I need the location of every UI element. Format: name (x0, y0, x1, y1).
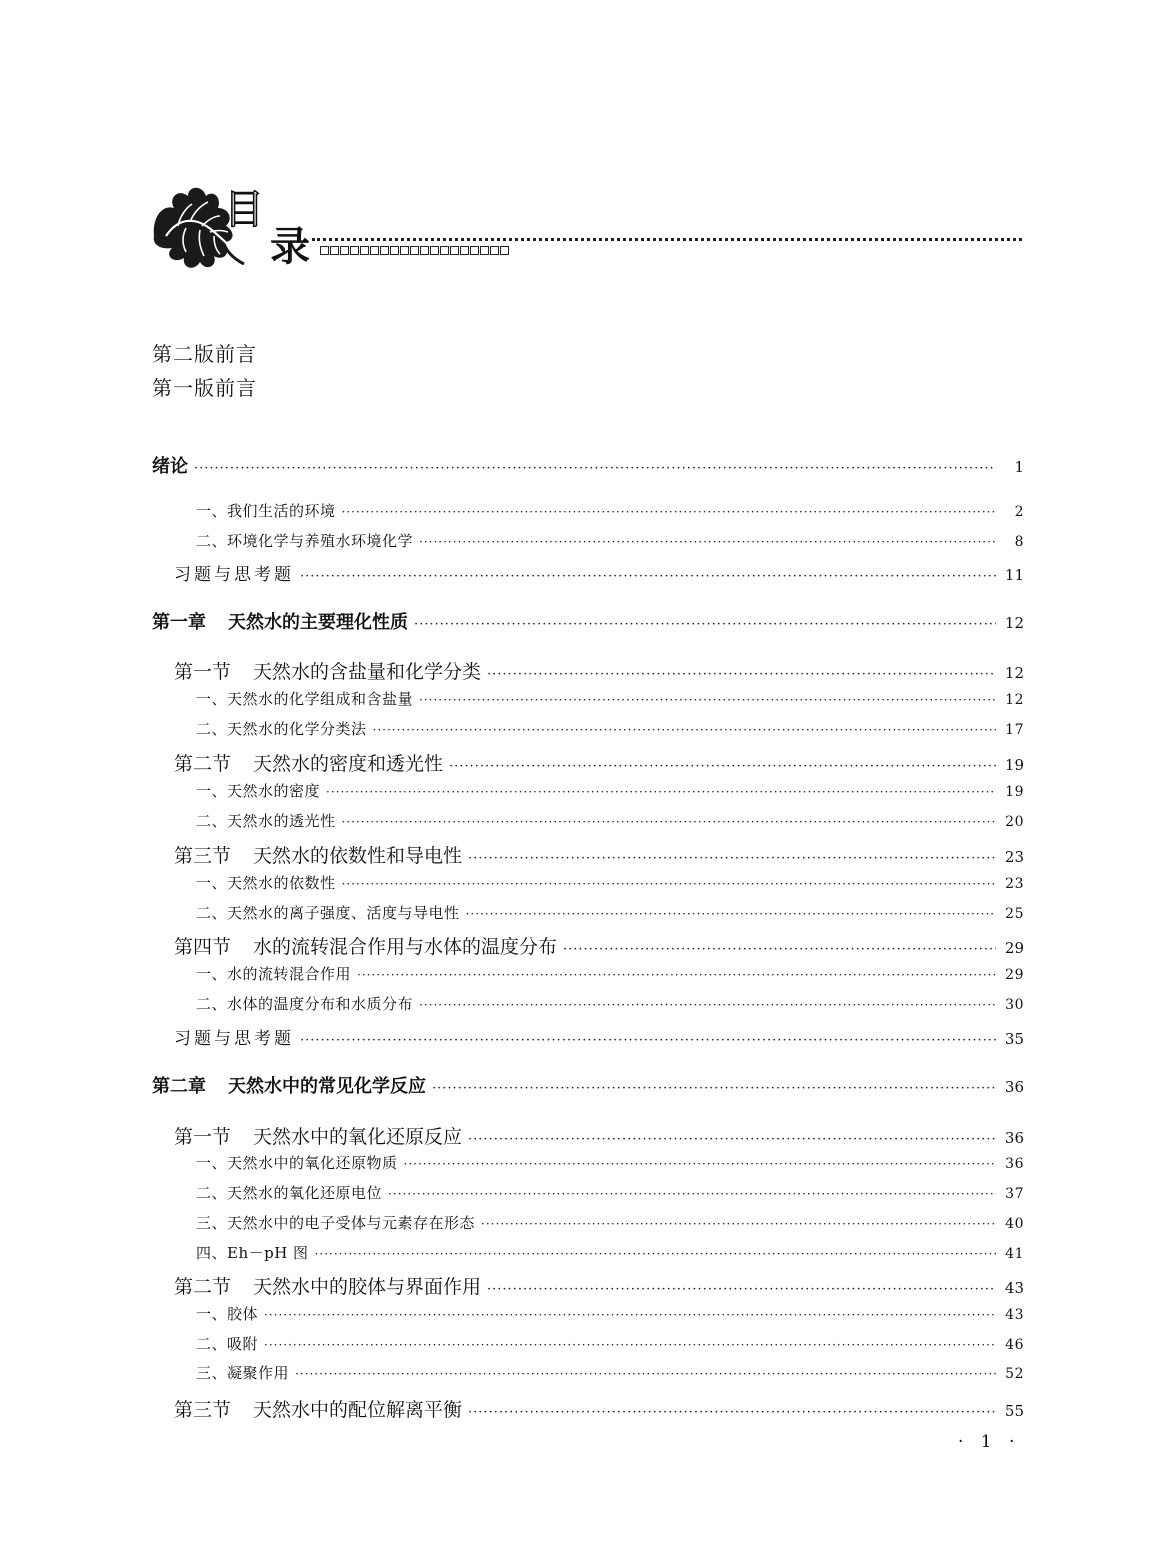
dot-leader (388, 1187, 996, 1201)
square-ornament (470, 246, 479, 255)
toc-entry-title (196, 993, 413, 1014)
toc-entry-title (174, 560, 294, 585)
toc-entry-page: 36 (1005, 1156, 1024, 1172)
toc-entry-label: 二、天然水的氧化还原电位 (196, 1184, 383, 1202)
dot-leader (300, 569, 996, 584)
toc-entry-label: 二、天然水的透光性 (196, 812, 336, 830)
toc-entry-title (196, 688, 413, 709)
toc-entry-page: 43 (1004, 1279, 1024, 1297)
front-matter-second-edition-preface[interactable]: 第二版前言 (152, 342, 257, 366)
toc-entry-page: 19 (1005, 784, 1024, 800)
square-ornament (340, 246, 349, 255)
toc-entry-title (152, 452, 188, 478)
toc-entry-number: 第一节 (174, 661, 232, 683)
toc-entry-page: 25 (1005, 906, 1024, 922)
dot-leader (419, 693, 996, 707)
toc-entry-number: 第一节 (174, 1126, 232, 1148)
toc-entry-number: 第四节 (174, 936, 232, 958)
toc-entry-page: 12 (1004, 614, 1024, 632)
square-ornament (420, 246, 429, 255)
dot-leader (404, 1157, 996, 1171)
toc-entry-label: 习题与思考题 (174, 565, 294, 585)
toc-entry-exercise[interactable] (174, 560, 1024, 585)
toc-entry-chapter[interactable] (152, 608, 1024, 634)
toc-entry-page: 29 (1004, 939, 1024, 957)
dot-leader (342, 877, 996, 891)
dot-leader (466, 907, 996, 921)
toc-entry-label: 四、Eh－pH 图 (196, 1244, 309, 1262)
dot-leader (487, 1282, 996, 1297)
square-ornament (330, 246, 339, 255)
dot-leader (468, 1405, 996, 1420)
square-ornament (390, 246, 399, 255)
square-ornament (480, 246, 489, 255)
toc-entry-label: 一、天然水的密度 (196, 782, 321, 800)
toc-entry-label: 绪论 (152, 456, 188, 477)
toc-entry-page: 8 (1014, 534, 1024, 550)
dot-leader (300, 1033, 996, 1048)
dot-leader (432, 1081, 996, 1096)
dot-leader (326, 785, 996, 799)
toc-entry-title (196, 718, 367, 739)
square-ornament (450, 246, 459, 255)
toc-entry-chapter[interactable] (152, 452, 1024, 478)
toc-entry-label: 天然水的含盐量和化学分类 (253, 661, 482, 683)
toc-entry-label: 二、天然水的离子强度、活度与导电性 (196, 904, 460, 922)
toc-entry-title (196, 1212, 475, 1233)
square-ornament (440, 246, 449, 255)
toc-entry-label: 天然水中的配位解离平衡 (253, 1399, 463, 1421)
toc-entry-item[interactable] (196, 1303, 1024, 1324)
toc-entry-number: 第二节 (174, 753, 232, 775)
square-ornament (410, 246, 419, 255)
toc-entry-label: 三、凝聚作用 (196, 1364, 290, 1382)
toc-entry-title (174, 1024, 294, 1049)
toc-entry-exercise[interactable] (174, 1024, 1024, 1049)
toc-entry-page: 52 (1005, 1366, 1024, 1382)
toc-entry-title (174, 932, 557, 959)
toc-entry-page: 46 (1005, 1337, 1024, 1353)
toc-entry-title (196, 530, 413, 551)
square-ornament (430, 246, 439, 255)
dot-leader (295, 1367, 996, 1381)
toc-entry-item[interactable] (196, 872, 1024, 893)
toc-entry-title (196, 500, 336, 521)
toc-entry-section[interactable] (174, 657, 1024, 684)
dot-leader (194, 461, 996, 476)
square-ornament (320, 246, 329, 255)
toc-entry-number: 第一章 (152, 612, 206, 633)
toc-entry-label: 二、水体的温度分布和水质分布 (196, 995, 414, 1013)
square-ornament (400, 246, 409, 255)
toc-entry-item[interactable] (196, 902, 1024, 923)
dot-leader (357, 968, 996, 982)
square-ornament (500, 246, 509, 255)
toc-entry-page: 29 (1005, 967, 1024, 983)
toc-entry-page: 17 (1005, 722, 1024, 738)
toc-entry-title (174, 657, 481, 684)
toc-entry-label: 一、胶体 (196, 1305, 259, 1323)
toc-entry-title (174, 1395, 462, 1422)
toc-entry-item[interactable] (196, 1362, 1024, 1383)
toc-entry-page: 1 (1014, 458, 1024, 476)
front-matter-first-edition-preface[interactable]: 第一版前言 (152, 376, 257, 400)
header-square-ornaments (320, 246, 509, 255)
dot-leader (373, 723, 996, 737)
dot-leader (419, 998, 996, 1012)
dot-leader (419, 535, 996, 549)
toc-entry-item[interactable] (196, 780, 1024, 801)
toc-entry-page: 23 (1004, 848, 1024, 866)
toc-entry-label: 二、吸附 (196, 1335, 259, 1353)
toc-entry-label: 一、天然水的依数性 (196, 874, 336, 892)
toc-entry-label: 天然水中的胶体与界面作用 (253, 1276, 482, 1298)
toc-entry-item[interactable] (196, 1242, 1024, 1263)
toc-entry-page: 30 (1005, 997, 1024, 1013)
toc-entry-page: 23 (1005, 876, 1024, 892)
toc-entry-label: 天然水的主要理化性质 (228, 612, 408, 633)
dot-leader (264, 1338, 996, 1352)
square-ornament (460, 246, 469, 255)
toc-entry-page: 36 (1004, 1078, 1024, 1096)
dot-leader (468, 851, 996, 866)
toc-entry-section[interactable] (174, 1395, 1024, 1422)
toc-entry-label: 二、环境化学与养殖水环境化学 (196, 532, 414, 550)
toc-entry-section[interactable] (174, 1272, 1024, 1299)
dot-leader (264, 1308, 996, 1322)
toc-entry-item[interactable] (196, 688, 1024, 709)
toc-entry-page: 35 (1004, 1030, 1024, 1048)
toc-entry-label: 天然水的密度和透光性 (253, 753, 444, 775)
dot-leader (342, 505, 996, 519)
toc-entry-page: 12 (1004, 664, 1024, 682)
toc-entry-item[interactable] (196, 810, 1024, 831)
toc-entry-title (196, 1242, 309, 1263)
toc-entry-section[interactable] (174, 749, 1024, 776)
toc-entry-number: 第三节 (174, 845, 232, 867)
toc-entry-item[interactable] (196, 993, 1024, 1014)
dot-leader (481, 1217, 996, 1231)
toc-entry-title (196, 1152, 398, 1173)
square-ornament (490, 246, 499, 255)
toc-entry-label: 一、我们生活的环境 (196, 502, 336, 520)
toc-title-lu: 录 (270, 224, 310, 270)
toc-entry-label: 习题与思考题 (174, 1029, 294, 1049)
dot-leader (487, 667, 996, 682)
toc-entry-page: 12 (1005, 692, 1024, 708)
toc-entry-item[interactable] (196, 1182, 1024, 1203)
toc-entry-title (196, 1333, 258, 1354)
toc-entry-title (196, 810, 336, 831)
toc-entry-label: 天然水中的氧化还原反应 (253, 1126, 463, 1148)
toc-entry-page: 41 (1005, 1246, 1024, 1262)
toc-entry-page: 19 (1004, 756, 1024, 774)
toc-entry-number: 第三节 (174, 1399, 232, 1421)
toc-entry-item[interactable] (196, 1152, 1024, 1173)
toc-entry-number: 第二节 (174, 1276, 232, 1298)
toc-entry-item[interactable] (196, 1333, 1024, 1354)
toc-entry-page: 36 (1004, 1129, 1024, 1147)
toc-entry-title (152, 1072, 426, 1098)
toc-entry-title (196, 1182, 382, 1203)
toc-entry-label: 一、水的流转混合作用 (196, 965, 352, 983)
toc-entry-page: 40 (1005, 1216, 1024, 1232)
toc-entry-page: 37 (1005, 1186, 1024, 1202)
toc-entry-title (174, 1122, 462, 1149)
toc-entry-title (174, 1272, 481, 1299)
toc-entry-label: 天然水的依数性和导电性 (253, 845, 463, 867)
dot-leader (342, 815, 996, 829)
toc-entry-title (196, 902, 460, 923)
toc-entry-item[interactable] (196, 530, 1024, 551)
square-ornament (350, 246, 359, 255)
toc-entry-section[interactable] (174, 841, 1024, 868)
toc-entry-title (196, 780, 320, 801)
dot-leader (449, 759, 996, 774)
square-ornament (360, 246, 369, 255)
toc-entry-page: 11 (1004, 566, 1024, 584)
square-ornament (380, 246, 389, 255)
toc-entry-item[interactable] (196, 500, 1024, 521)
toc-entry-label: 水的流转混合作用与水体的温度分布 (253, 936, 558, 958)
toc-entry-label: 一、天然水的化学组成和含盐量 (196, 690, 414, 708)
square-ornament (370, 246, 379, 255)
page-folio: · 1 · (958, 1432, 1021, 1452)
toc-entry-page: 55 (1004, 1402, 1024, 1420)
toc-entry-item[interactable] (196, 718, 1024, 739)
toc-entry-label: 二、天然水的化学分类法 (196, 720, 367, 738)
dot-leader (414, 617, 996, 632)
dot-leader (315, 1247, 996, 1261)
toc-entry-chapter[interactable] (152, 1072, 1024, 1098)
toc-entry-title (196, 1303, 258, 1324)
toc-header (0, 0, 1176, 300)
toc-entry-title (174, 841, 462, 868)
toc-entry-title (174, 749, 443, 776)
toc-entry-title (152, 608, 408, 634)
toc-entry-title (196, 872, 336, 893)
toc-entry-label: 天然水中的常见化学反应 (228, 1076, 426, 1097)
toc-title-mu: 目 (224, 187, 264, 233)
toc-entry-label: 三、天然水中的电子受体与元素存在形态 (196, 1214, 476, 1232)
toc-entry-label: 一、天然水中的氧化还原物质 (196, 1154, 398, 1172)
toc-entry-page: 43 (1005, 1307, 1024, 1323)
toc-entry-item[interactable] (196, 1212, 1024, 1233)
toc-entry-item[interactable] (196, 963, 1024, 984)
header-dotted-rule (312, 238, 1022, 241)
toc-entry-title (196, 1362, 289, 1383)
dot-leader (563, 942, 996, 957)
toc-entry-section[interactable] (174, 932, 1024, 959)
toc-entry-number: 第二章 (152, 1076, 206, 1097)
toc-entry-title (196, 963, 351, 984)
toc-entry-page: 2 (1014, 504, 1024, 520)
toc-entry-section[interactable] (174, 1122, 1024, 1149)
toc-entry-page: 20 (1005, 814, 1024, 830)
dot-leader (468, 1132, 996, 1147)
